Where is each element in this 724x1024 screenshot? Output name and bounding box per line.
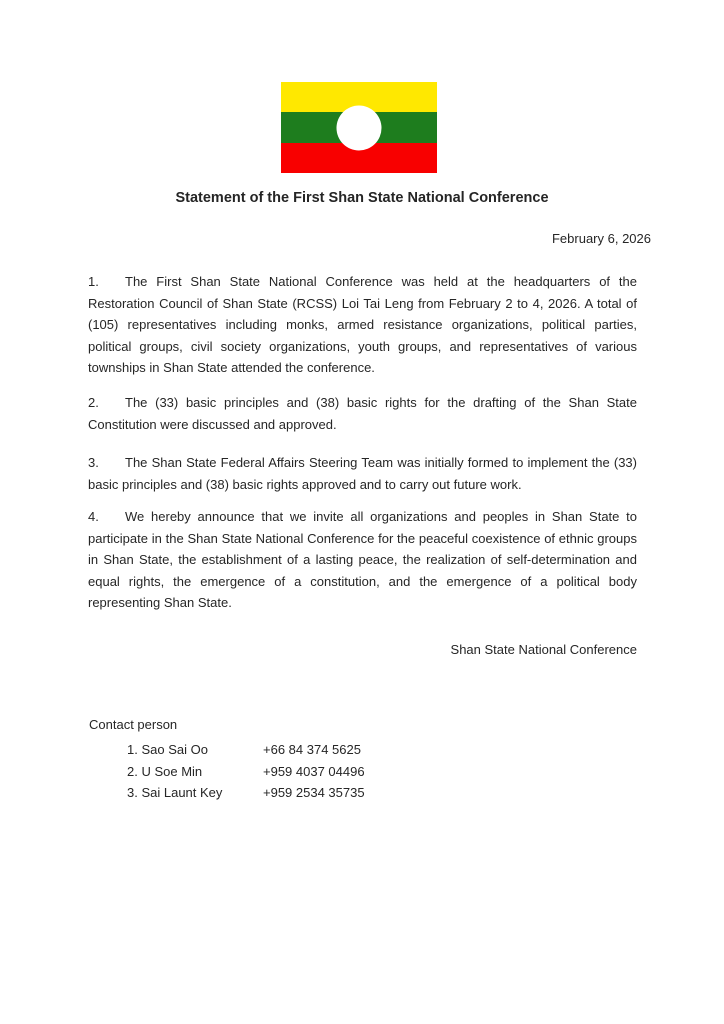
paragraph-1-number: 1. — [88, 274, 99, 289]
paragraph-2-number: 2. — [88, 395, 99, 410]
contact-phone: +959 4037 04496 — [263, 763, 365, 779]
contact-name: 1. Sao Sai Oo — [127, 742, 208, 757]
contact-row — [127, 739, 365, 761]
document-title: Statement of the First Shan State National Conference — [175, 190, 549, 206]
paragraph-2 — [88, 392, 637, 435]
paragraph-1-text: The First Shan State National Conference was held at the headquarters of the Restoration Council of Shan State (RCSS) Loi Tai Leng from February 2 to 4, 2026. A total of (105) representatives including monks, armed resistance organizations, political parties, political groups, civil society organizations, youth groups, and representatives of various townships in Shan State attended the conference. — [88, 274, 637, 375]
paragraph-1 — [88, 271, 637, 379]
paragraph-4-number: 4. — [88, 509, 99, 524]
contact-list — [127, 739, 365, 804]
paragraph-4-text: We hereby announce that we invite all organizations and peoples in Shan State to participate in the Shan State National Conference for the peaceful coexistence of ethnic groups in Shan State, the establishment of a lasting peace, the realization of self-determination and equal rights, the emergence of a constitution, and the emergence of a political body representing Shan State. — [88, 509, 637, 610]
contact-name: 3. Sai Launt Key — [127, 785, 223, 801]
signature-line: Shan State National Conference — [450, 642, 637, 657]
contact-heading: Contact person — [89, 717, 178, 732]
flag-circle — [337, 105, 382, 150]
paragraph-4 — [88, 506, 637, 614]
paragraph-2-text: The (33) basic principles and (38) basic rights for the drafting of the Shan State Constitution were discussed and approved. — [88, 395, 637, 432]
contact-name: 2. U Soe Min — [127, 763, 203, 779]
shan-state-flag-image — [281, 82, 437, 173]
contact-row — [127, 782, 365, 804]
contact-row — [127, 761, 365, 783]
contact-phone: +66 84 374 5625 — [263, 742, 361, 757]
document-date: February 6, 2026 — [551, 231, 651, 246]
contact-phone: +959 2534 35735 — [263, 785, 365, 801]
paragraph-3-number: 3. — [88, 455, 99, 470]
paragraph-3 — [88, 452, 637, 495]
paragraph-3-text: The Shan State Federal Affairs Steering Team was initially formed to implement the (33) basic principles and (38) basic rights approved and to carry out future work. — [88, 455, 637, 492]
